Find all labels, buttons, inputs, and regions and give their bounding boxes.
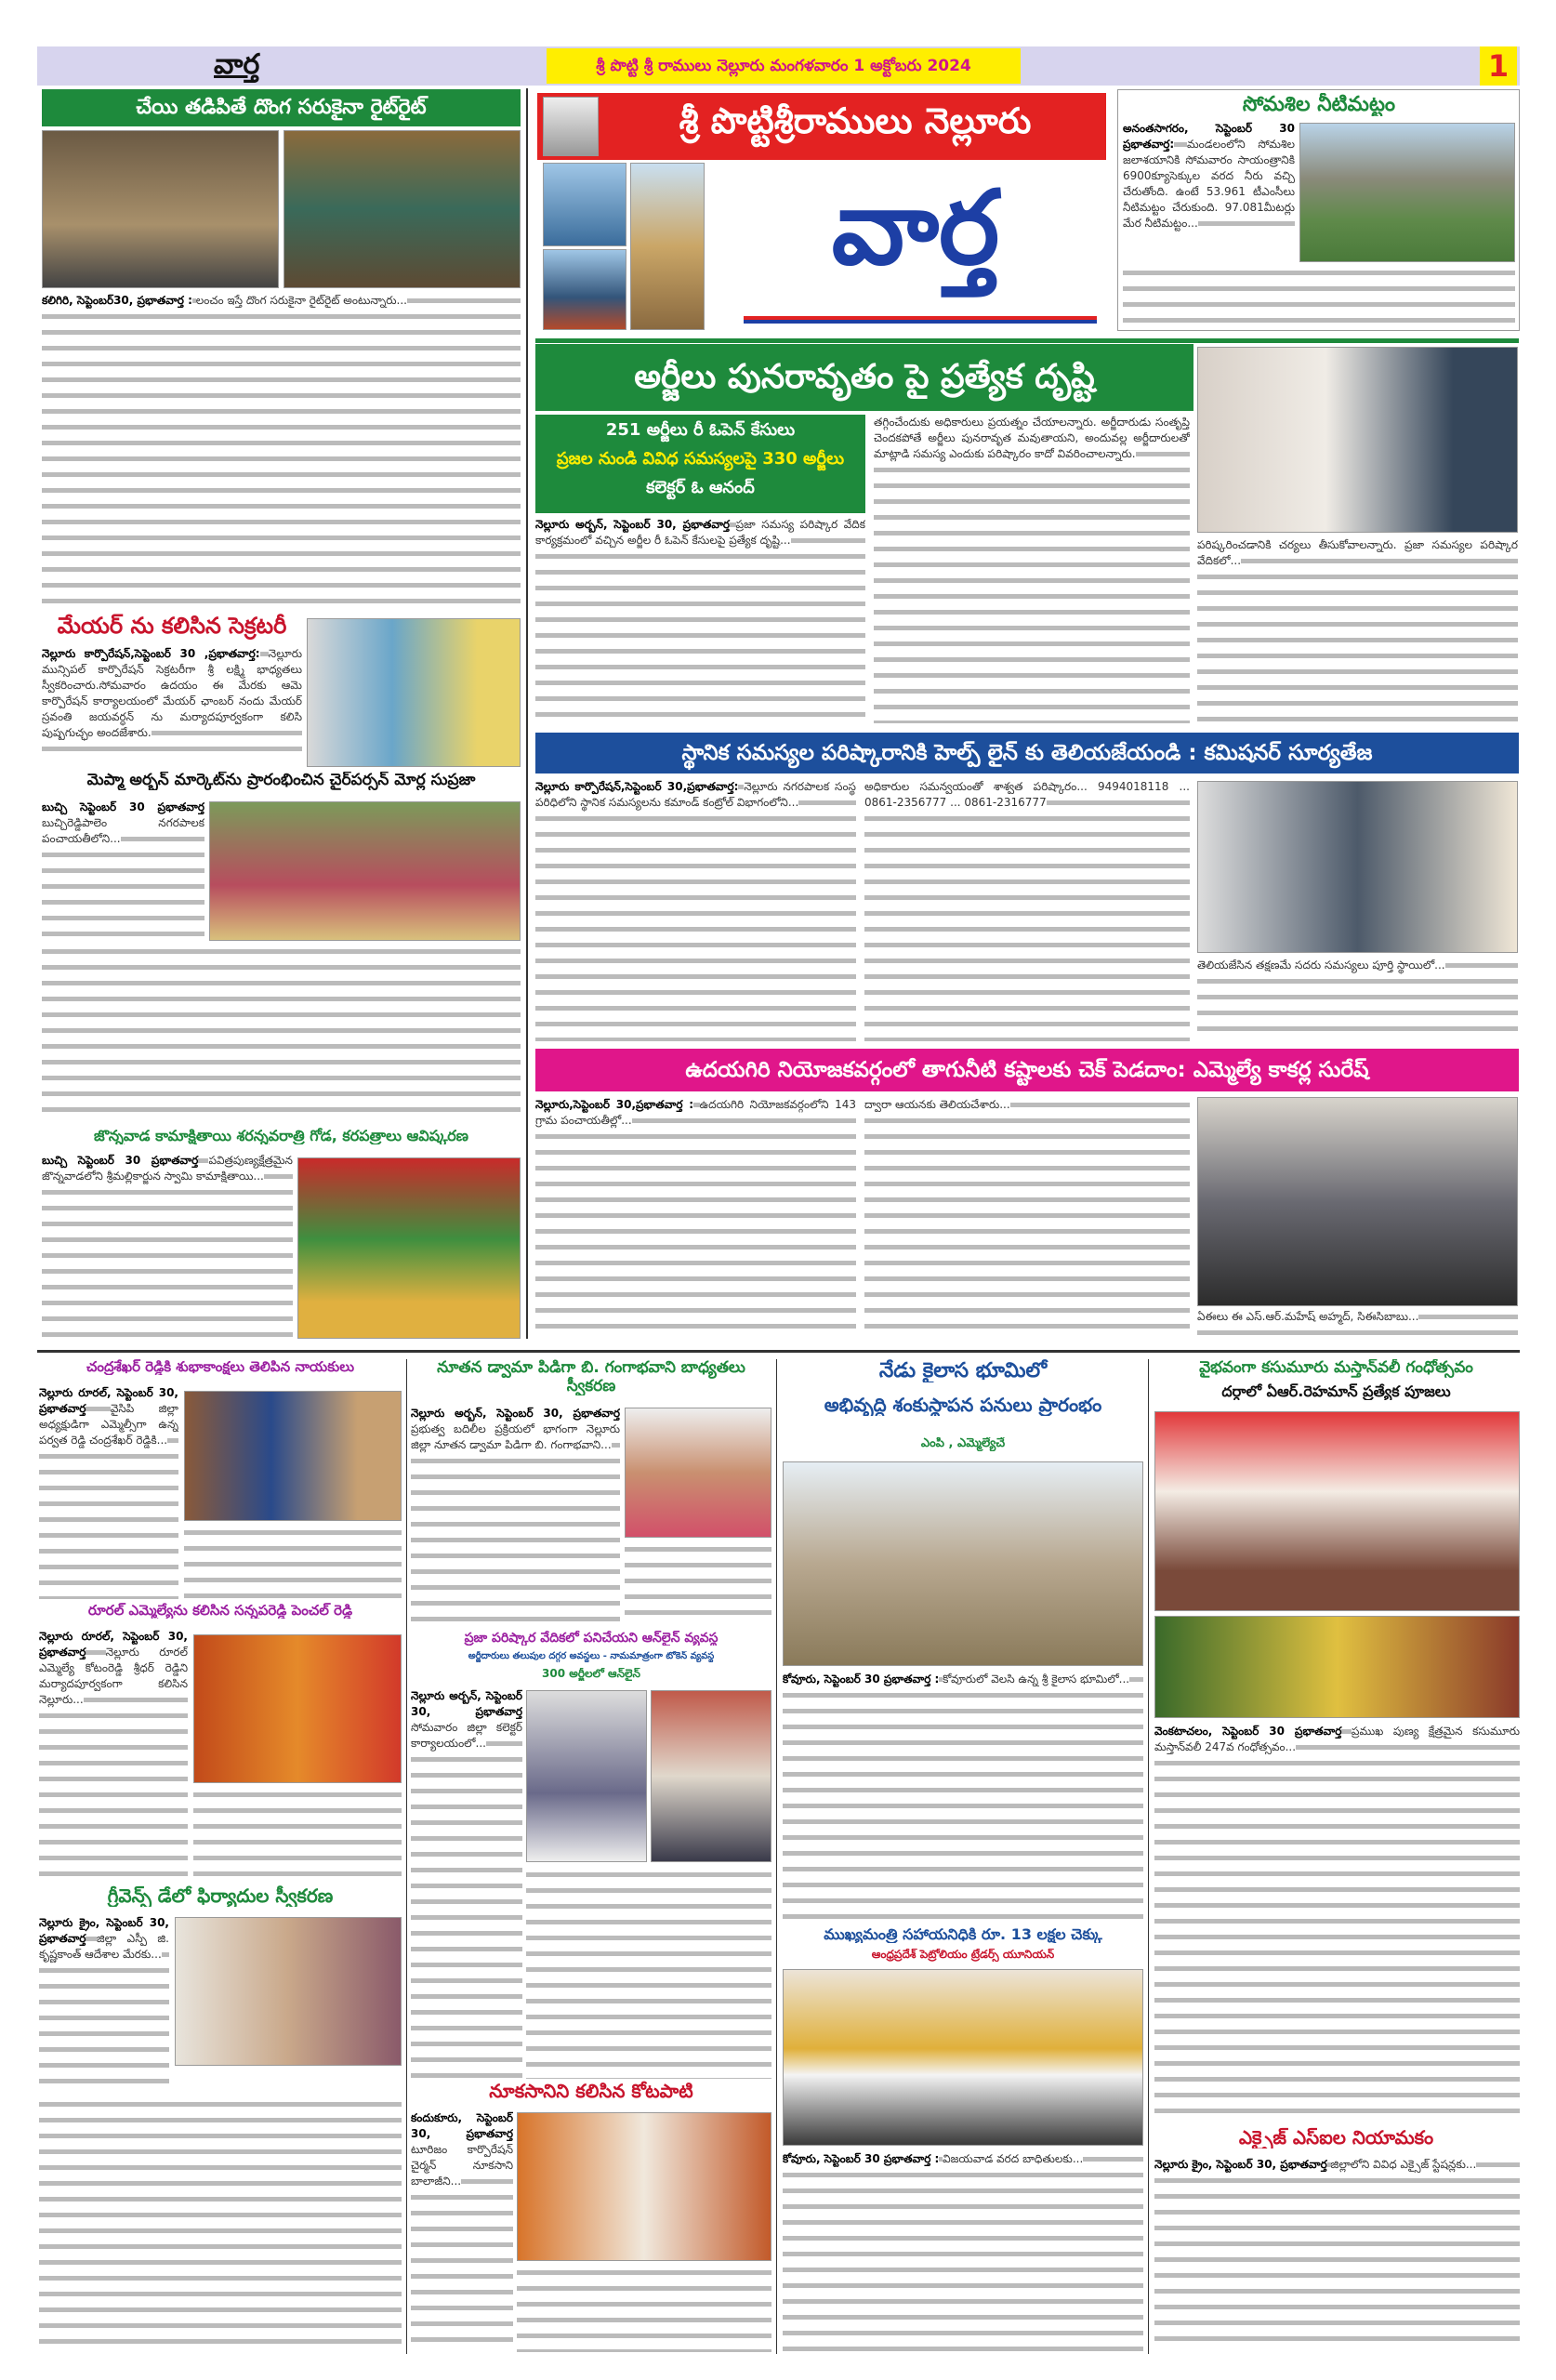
column-divider xyxy=(526,88,528,1339)
date-line: శ్రీ పొట్టి శ్రీ రాములు నెల్లూరు మంగళవారం 1 అక్టోబరు 2024 xyxy=(547,48,1021,84)
photo-temple xyxy=(630,163,705,330)
article-body: నెల్లూరు,సెప్టెంబర్ 30,ప్రభాతవార్త : ఉదయగిరి నియోజకవర్గంలోని 143 గ్రామ పంచాయతీల్లో... xyxy=(535,1097,856,1339)
article-body: బుచ్చి సెప్టెంబర్ 30 ప్రభాతవార్త పవిత్రపుణ్యక్షేత్రమైన జొన్నవాడలోని శ్రీమల్లికార్జున స్వామి కామాక్షితాయి... xyxy=(42,1153,293,1339)
headline-online: ప్రజా పరిష్కార వేదికలో పనిచేయని ఆన్‌లైన్ వ్యవస్థ xyxy=(464,1631,719,1646)
article-body: కలిగిరి, సెప్టెంబర్30, ప్రభాతవార్త : లంచం ఇస్తే దొంగ సరుకైనా రైట్‌రైట్ అంటున్నారు... xyxy=(42,293,521,609)
article-body xyxy=(526,1867,771,2079)
headline-kailasa-2: అభివృద్ధి శంకుస్థాపన పనులు ప్రారంభం xyxy=(824,1395,1102,1416)
page-number: 1 xyxy=(1480,46,1517,86)
photo-bridge xyxy=(543,163,626,246)
online-sub-1: అర్జీదారులు తలుపుల దగ్గర అవస్థలు - నామమాత్రంగా టోకెన్ వ్యవస్థ xyxy=(468,1651,715,1661)
photo-commissioner xyxy=(1197,781,1518,953)
headline-grievance: గ్రీవెన్స్ డేలో ఫిర్యాదుల స్వీకరణ xyxy=(107,1885,334,1907)
article-body: కోవూరు, సెప్టెంబర్ 30 ప్రభాతవార్త : కోవూరులో వెలసి ఉన్న శ్రీ కైలాస భూమిలో... xyxy=(783,1672,1143,1923)
photo-mepma xyxy=(209,801,521,941)
article-body xyxy=(193,1787,402,1880)
photo-mayor xyxy=(307,618,521,767)
headline-mepma: మెప్మా అర్బన్ మార్కెట్‌ను ప్రారంభించిన చైర్‌పర్సన్ మోర్ల సుప్రజా xyxy=(86,772,476,789)
article-body: నెల్లూరు రూరల్, సెప్టెంబర్ 30, ప్రభాతవార్త నెల్లూరు రూరల్ ఎమ్మెల్యే కోటంరెడ్డి శ్రీధర్ రెడ్డిని మర్యాదపూర్వకంగా కలిసిన నెల్లూరు... xyxy=(39,1629,188,1880)
headline-dwama: నూతన డ్వామా పిడిగా బి. గంగాభవాని బాధ్యతలు స్వీకరణ xyxy=(437,1359,745,1395)
article-body: నెల్లూరు అర్బన్, సెప్టెంబర్ 30, ప్రభాతవార్త సోమవారం జిల్లా కలెక్టర్ కార్యాలయంలో... xyxy=(411,1688,522,2079)
article-body: నెల్లూరు క్రైం, సెప్టెంబర్ 30, ప్రభాతవార్త జిల్లాలోని వివిధ ఎక్సైజ్ స్టేషన్లకు... xyxy=(1154,2157,1520,2352)
article-body: ద్వారా ఆయనకు తెలియచేశారు... xyxy=(864,1097,1190,1339)
photo-cmrf xyxy=(783,1969,1143,2146)
headline-rightright: చేయి తడిపితే దొంగ సరుకైనా రైట్‌రైట్ xyxy=(42,89,521,126)
headline-helpline: స్థానిక సమస్యల పరిష్కారానికి హెల్ప్ లైన్ కు తెలియజేయండి : కమిషనర్ సూర్యతేజ xyxy=(535,733,1519,774)
kailasa-sub: ఎంపీ , ఎమ్మెల్యేచే xyxy=(920,1437,1006,1450)
photo-gandhotsavam-1 xyxy=(1154,1411,1520,1611)
article-body: నెల్లూరు రూరల్, సెప్టెంబర్ 30, ప్రభాతవార్త వైసిపి జిల్లా అధ్యక్షుడిగా ఎమ్మెల్సీగా ఉన్న పర్వత రెడ్డి చంద్రశేఖర్ రెడ్డికి... xyxy=(39,1385,178,1599)
article-body xyxy=(625,1541,771,1625)
article-body: అనంతసాగరం, సెప్టెంబర్ 30 ప్రభాతవార్త: మండలంలోని సోమశిల జలాశయానికి సోమవారం సాయంత్రానికి 6900క్యూసెక్కుల వరద నీరు వచ్చి చేరుతోంది. ఉంటే 53.961 టీఎంసీలు నీటిమట్టం చేరుకుంది. 97.081మీటర్లు మేర నీటిమట్టం... xyxy=(1123,121,1295,237)
photo-port xyxy=(543,249,626,330)
article-body: పరిష్కరించడానికి చర్యలు తీసుకోవాలన్నారు. ప్రజా సమస్యల పరిష్కార వేదికలో... xyxy=(1197,537,1518,723)
article-body: నెల్లూరు అర్బన్, సెప్టెంబర్ 30, ప్రభాతవార్త ప్రజా సమస్య పరిష్కార వేదిక కార్యక్రమంలో వచ్చిన అర్జీల రీ ఓపెన్ కేసులపై ప్రత్యేక దృష్టి... xyxy=(535,517,865,723)
article-body xyxy=(42,944,521,1120)
photo-online-1 xyxy=(526,1690,647,1862)
photo-gandhotsavam-2 xyxy=(1154,1616,1520,1718)
article-body: ఏఈలు ఈ ఎస్.ఆర్.మహేష్ అహ్మద్, సిఈసిబాబు... xyxy=(1197,1309,1518,1339)
sub-1: 251 అర్జీలు రీ ఓపెన్ కేసులు xyxy=(605,420,796,440)
article-body: నెల్లూరు కార్పొరేషన్,సెప్టెంబర్ 30 ,ప్రభాతవార్త: నెల్లూరు మున్సిపల్ కార్పొరేషన్ సెక్రటరీగా శ్రీ లక్ష్మి భాధ్యతలు స్వీకరించారు.సోమవారం ఉదయం ఈ మేరకు ఆమె కార్పొరేషన్ కార్యాలయంలో మేయర్ ఛాంబర్ నందు మేయర్ స్రవంతి జయవర్ధన్ ను మర్యాదపూర్వకంగా కలిసి పుష్పగుచ్ఛం అందజేశారు. xyxy=(42,646,302,762)
article-body: తగ్గించేందుకు అధికారులు ప్రయత్నం చేయాలన్నారు. అర్జీదారుడు సంతృప్తి చెందకపోతే అర్జీలు పునరావృత మవుతాయని, అందువల్ల అర్జీదారులతో మాట్లాడి సమస్య ఎందుకు పరిష్కారం కాదో వివరించాలన్నారు. xyxy=(874,415,1190,723)
headline-kailasa-1: నేడు కైలాస భూమిలో xyxy=(878,1359,1048,1382)
headline-gandhotsavam: వైభవంగా కసుమూరు మస్తాన్‌వలీ గంధోత్సవం xyxy=(1199,1359,1473,1377)
headline-udayagiri: ఉదయగిరి నియోజకవర్గంలో తాగునీటి కష్టాలకు చెక్ పెడదాం: ఎమ్మెల్యే కాకర్ల సురేష్ xyxy=(535,1049,1519,1091)
top-green-rule xyxy=(535,338,1519,343)
photo-gangabhavani xyxy=(625,1408,771,1538)
article-body: నెల్లూరు అర్బన్, సెప్టెంబర్ 30, ప్రభాతవార్త ప్రభుత్వ బదిలీల ప్రక్రియలో భాగంగా నెల్లూరు జిల్లా నూతన డ్వామా పిడిగా బి. గంగాభవాని... xyxy=(411,1406,620,1624)
photo-mla-meeting xyxy=(1197,1097,1518,1306)
column-divider xyxy=(406,1359,407,2354)
section-divider xyxy=(37,1350,1520,1353)
article-body: బుచ్చి సెప్టెంబర్ 30 ప్రభాతవార్త బుచ్చిరెడ్డిపాలెం నగరపాలక పంచాయతీలోని... xyxy=(42,800,204,939)
logo-underline xyxy=(744,316,1097,324)
column-divider xyxy=(1148,1359,1149,2354)
article-body: కోవూరు, సెప్టెంబర్ 30 ప్రభాతవార్త : విజయవాడ వరద బాధితులకు... xyxy=(783,2151,1143,2352)
headline-excise: ఎక్సైజ్ ఎస్ఐల నియామకం xyxy=(1238,2127,1434,2149)
photo-online-2 xyxy=(651,1690,771,1862)
headline-chandrasekhar: చంద్రశేఖర్ రెడ్డికి శుభాకాంక్షలు తెలిపిన నాయకులు xyxy=(86,1359,355,1375)
arjeelu-subbox xyxy=(535,415,865,513)
photo-dam xyxy=(1299,123,1515,262)
article-body: నెల్లూరు కార్పొరేషన్,సెప్టెంబర్ 30,ప్రభాతవార్త: నెల్లూరు నగరపాలక సంస్థ పరిధిలోని స్థానిక సమస్యలను కమాండ్ కంట్రోల్ విభాగంలోని... xyxy=(535,779,856,1041)
photo-grievance xyxy=(175,1917,402,2066)
online-sub-2: 300 అర్జీలలో ఆన్‌లైన్ xyxy=(542,1668,640,1680)
sub-2: ప్రజల నుండి వివిధ సమస్యలపై 330 అర్జీలు xyxy=(556,449,845,469)
banner-title: శ్రీ పొట్టిశ్రీరాములు నెల్లూరు xyxy=(679,100,1032,141)
photo-jonnawada xyxy=(297,1157,521,1339)
photo-kailasa xyxy=(783,1461,1143,1666)
article-body: అధికారుల సమన్వయంతో శాశ్వత పరిష్కారం... 9494018118 ... 0861-2356777 ... 0861-2316777 xyxy=(864,779,1190,1041)
article-body: తెలియజేసిన తక్షణమే సదరు సమస్యలు పూర్తి స్థాయిలో... xyxy=(1197,958,1518,1041)
headline-jonnawada: జొన్నవాడ కామాక్షితాయి శరన్నవరాత్రి గోడ, కరపత్రాలు ఆవిష్కరణ xyxy=(94,1128,468,1144)
article-body: నెల్లూరు క్రైం, సెప్టెంబర్ 30, ప్రభాతవార్త జిల్లా ఎస్పీ జి. కృష్ణకాంత్ ఆదేశాల మేరకు... xyxy=(39,1915,169,2092)
photo-truck xyxy=(284,130,521,288)
headline-pencheal: రూరల్ ఎమ్మెల్యేను కలిసిన సన్నపరెడ్డి పెంచల్ రెడ్డి xyxy=(87,1603,353,1619)
article-body xyxy=(517,2265,771,2352)
photo-lorry xyxy=(42,130,279,288)
headline-arjeelu: అర్జీలు పునరావృతం పై ప్రత్యేక దృష్టి xyxy=(535,344,1193,411)
column-divider xyxy=(776,1359,777,2354)
article-body xyxy=(184,1525,402,1599)
sub-3: కలెక్టర్ ఓ ఆనంద్ xyxy=(646,478,755,497)
photo-kotapati xyxy=(517,2112,771,2261)
article-body xyxy=(1123,265,1515,328)
headline-kotapati: నూకసానిని కలిసిన కోటపాటి xyxy=(489,2081,693,2102)
article-body xyxy=(39,2096,402,2352)
founder-portrait xyxy=(543,97,599,156)
headline-mayor: మేయర్ ను కలిసిన సెక్రటరీ xyxy=(57,614,287,639)
main-logo: వార్త xyxy=(831,168,1000,287)
photo-leaders xyxy=(184,1391,402,1521)
headline-cmrf: ముఖ్యమంత్రి సహాయనిధికి రూ. 13 లక్షల చెక్కు xyxy=(824,1926,1102,1943)
gandhotsavam-sub: దర్గాలో ఏఆర్.రెహమాన్ ప్రత్యేక పూజలు xyxy=(1221,1383,1451,1400)
headline-somasila: సోమశిల నీటిమట్టం xyxy=(1242,93,1396,116)
small-logo: వార్త xyxy=(214,48,260,81)
photo-collector xyxy=(1197,347,1518,533)
photo-pencheal xyxy=(193,1634,402,1783)
cmrf-sub: ఆంధ్రప్రదేశ్ పెట్రోలియం ట్రేడర్స్ యూనియన్ xyxy=(871,1949,1055,1961)
article-body: కందుకూరు, సెప్టెంబర్ 30, ప్రభాతవార్త టూరిజం కార్పొరేషన్ చైర్మన్ నూకసాని బాలాజీని... xyxy=(411,2110,513,2352)
article-body: వెంకటాచలం, సెప్టెంబర్ 30 ప్రభాతవార్త ప్రముఖ పుణ్య క్షేత్రమైన కసుమూరు మస్తాన్‌వలీ 247వ గంధోత్సవం... xyxy=(1154,1724,1520,2123)
